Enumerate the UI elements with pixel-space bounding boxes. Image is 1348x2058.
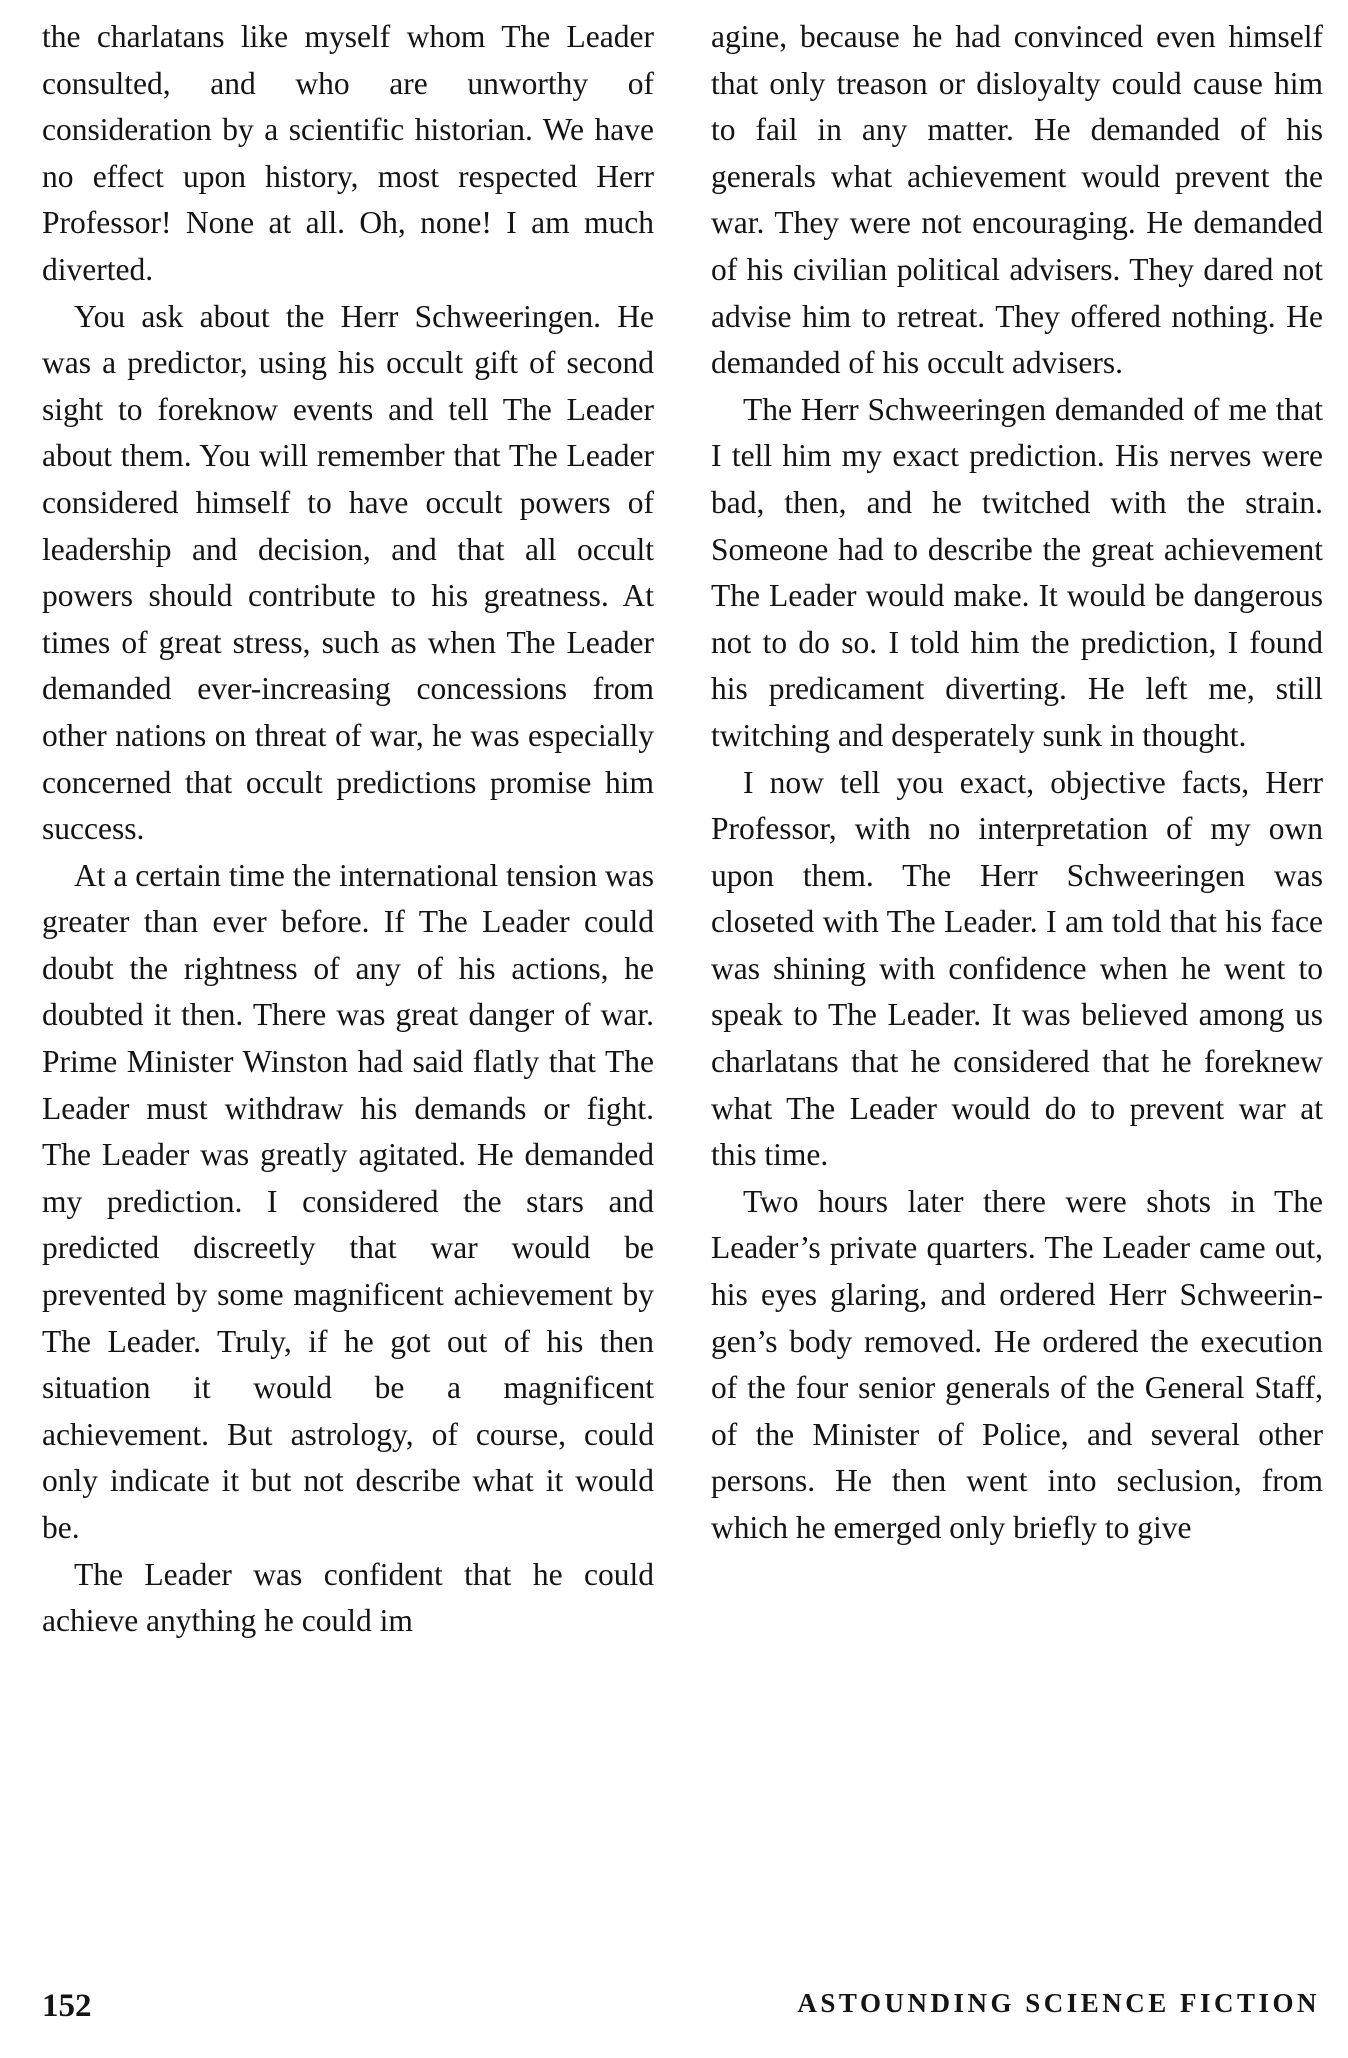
paragraph-shots-fired: Two hours later there were shots in The Leader’s private quarters. The Leader came out, his eyes glaring, and ordered Herr Schweeringen’s body removed. He ordered the execution of the four senior generals of the General Staff, of the Minister of Police, and several other persons. He then went into seclusion, from which he emerged only briefly to give (711, 1183, 1323, 1545)
right-text-column (711, 14, 1323, 1552)
paragraph-international-tension: At a certain time the international tension was greater than ever before. If The Leader could doubt the rightness of any of his actions, he doubted it then. There was great danger of war. Prime Minister Winston had said flatly that The Leader must withdraw his demands or fight. The Leader was greatly agitated. He demanded my prediction. I considered the stars and predicted discreetly that war would be prevented by some magnificent achievement by The Leader. Truly, if he got out of his then situation it would be a magnificent achievement. But astrology, of course, could only indicate it but not describe what it would be. (42, 857, 654, 1545)
paragraph-exact-prediction: The Herr Schweeringen demanded of me that I tell him my exact prediction. His nerves were bad, then, and he twitched with the strain. Someone had to describe the great achievement The Leader would make. It would be dangerous not to do so. I told him the prediction, I found his predicament diverting. He left me, still twitching and desperately sunk in thought. (711, 391, 1323, 753)
paragraph-continuation-right: agine, because he had convinced even himself that only treason or disloyalty could cause him to fail in any matter. He demanded of his generals what achievement would prevent the war. They were not encouraging. He demanded of his civilian political advisers. They dared not advise him to retreat. They offered nothing. He demanded of his occult advisers. (711, 19, 1323, 381)
page-number: 152 (42, 1988, 92, 2024)
paragraph-schweeringen-intro: You ask about the Herr Schweeringen. He was a predictor, using his occult gift of second sight to foreknow events and tell The Leader about them. You will remember that The Leader considered himself to have occult powers of leadership and decision, and that all occult powers should contribute to his greatness. At times of great stress, such as when The Leader demanded ever-increasing concessions from other nations on threat of war, he was especially concerned that occult predictions promise him success. (42, 298, 654, 847)
running-title: ASTOUNDING SCIENCE FICTION (797, 1988, 1320, 2018)
paragraph-leader-confident: The Leader was confident that he could achieve anything he could im (42, 1556, 654, 1639)
left-text-column (42, 14, 654, 1645)
paragraph-continuation: the charlatans like myself whom The Leader consulted, and who are unworthy of consideration by a scientific historian. We have no effect upon history, most respected Herr Professor! None at all. Oh, none! I am much diverted. (42, 19, 654, 287)
paragraph-objective-facts: I now tell you exact, objective facts, Herr Professor, with no interpretation of my own upon them. The Herr Schweeringen was closeted with The Leader. I am told that his face was shining with confidence when he went to speak to The Leader. It was believed among us charlatans that he considered that he foreknew what The Leader would do to prevent war at this time. (711, 764, 1323, 1173)
